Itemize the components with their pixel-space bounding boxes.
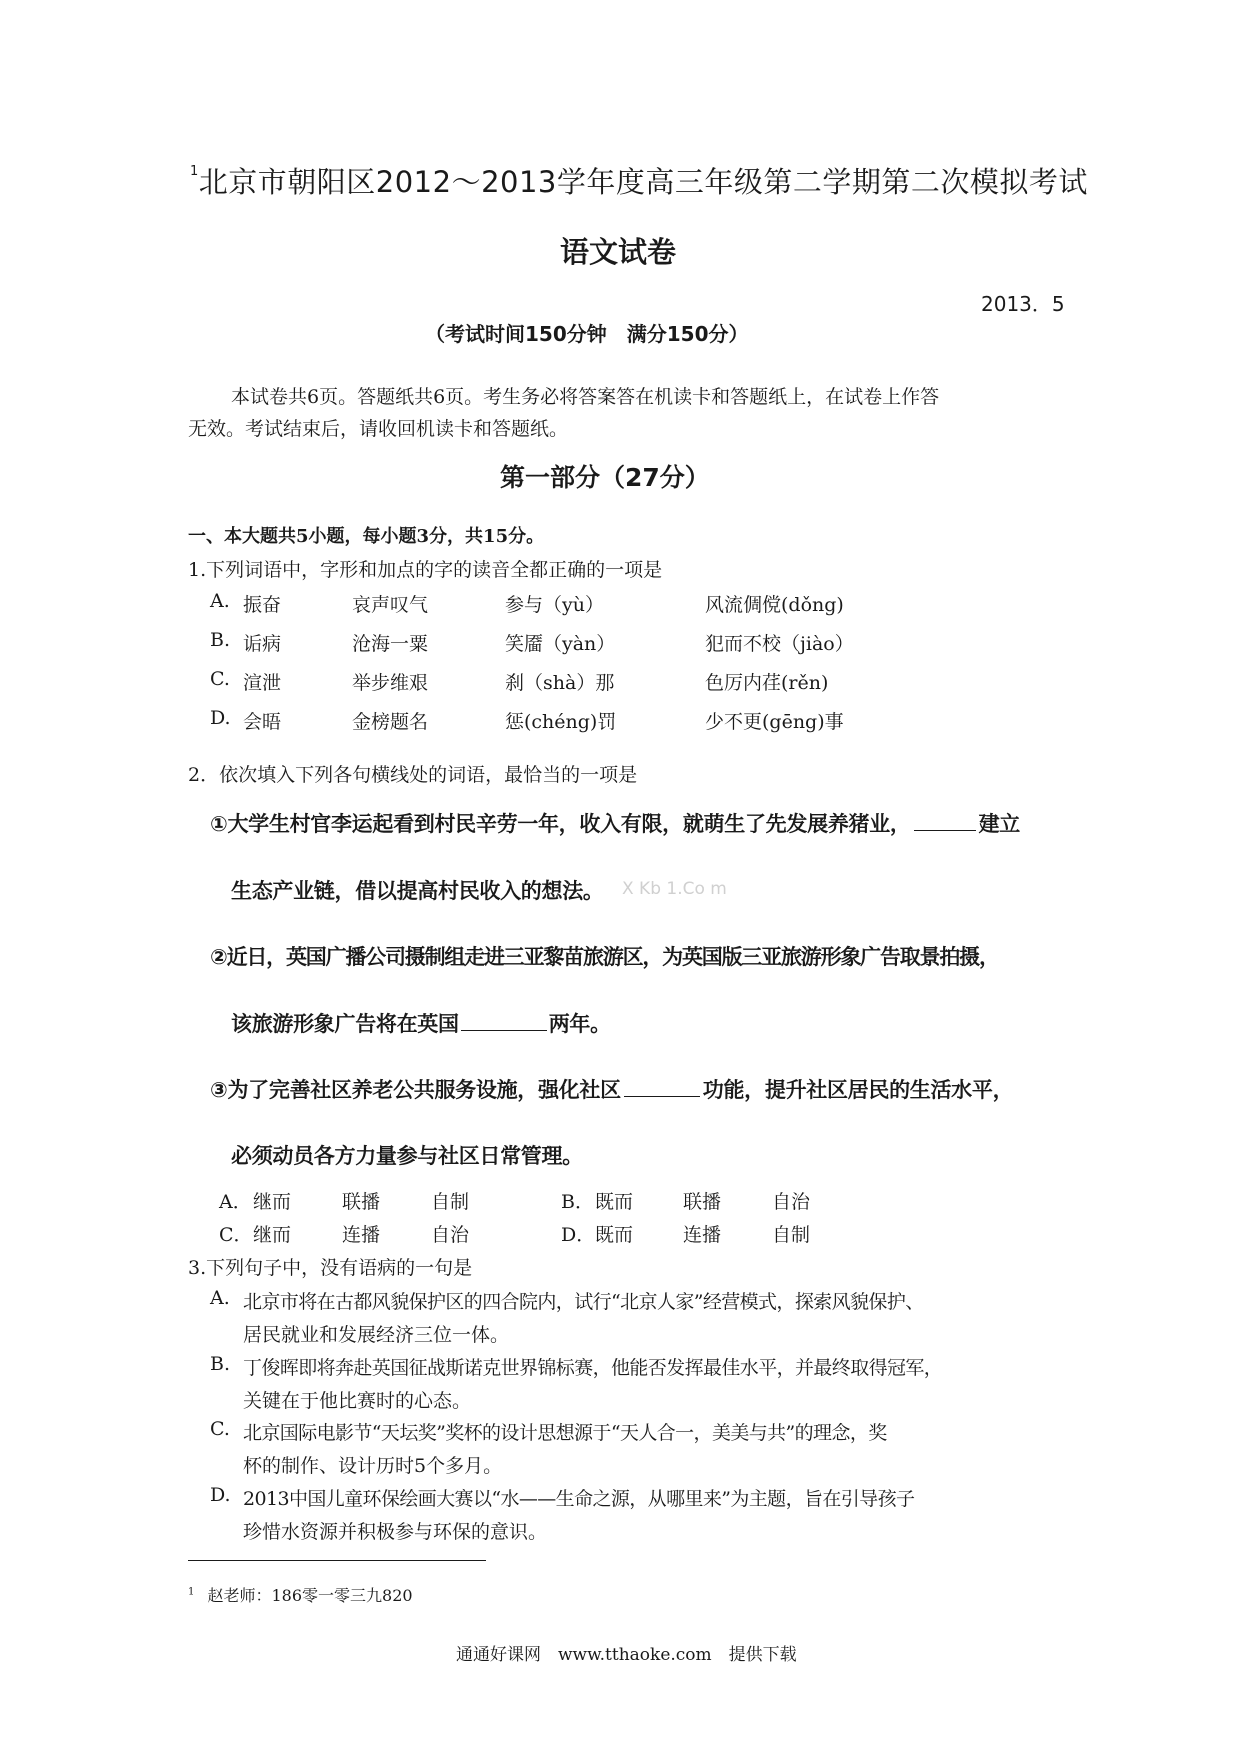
option-word-2: 联播: [342, 1191, 381, 1213]
q2-sentence-3-line-2: 必须动员各方力量参与社区日常管理。: [231, 1144, 583, 1168]
sentence-text: 功能，提升社区居民的生活水平，: [702, 1078, 1014, 1102]
document-subtitle: 语文试卷: [560, 235, 677, 269]
option-word-3: 自制: [772, 1224, 811, 1246]
option-word-4: 犯而不校（jiào）: [705, 633, 854, 655]
option-word-1: 继而: [253, 1191, 292, 1213]
q2-sentence-2-line-2: [231, 1008, 611, 1038]
option-word-4: 风流倜傥(dǒng): [705, 594, 844, 616]
option-word-1: 振奋: [243, 594, 282, 616]
instructions-line-1: 本试卷共6页。答题纸共6页。考生务必将答案答在机读卡和答题纸上，在试卷上作答: [231, 386, 940, 408]
answer-blank: [914, 812, 976, 831]
sentence-text: 两年。: [548, 1012, 611, 1036]
sentence-text: ①大学生村官李运起看到村民辛劳一年，收入有限，就萌生了先发展养猪业，: [210, 812, 911, 836]
footnote-text: 赵老师：186零一零三九820: [207, 1586, 413, 1605]
footnote-divider: [188, 1560, 486, 1561]
footnote-mark: 1: [190, 164, 199, 180]
option-letter: A.: [210, 590, 230, 612]
document-title: [190, 160, 1088, 201]
q2-stem: 2．依次填入下列各句横线处的词语，最恰当的一项是: [188, 764, 638, 786]
title-text: 北京市朝阳区2012～2013学年度高三年级第二学期第二次模拟考试: [198, 165, 1088, 199]
option-letter: D.: [210, 707, 231, 729]
q1-stem: 1.下列词语中，字形和加点的字的读音全都正确的一项是: [188, 559, 663, 581]
instructions-line-2: 无效。考试结束后，请收回机读卡和答题纸。: [188, 418, 569, 440]
option-word-4: 少不更(gēng)事: [705, 711, 844, 733]
sentence-text: 建立: [978, 812, 1020, 836]
option-letter: D．: [561, 1224, 596, 1246]
option-line-1: 丁俊晖即将奔赴英国征战斯诺克世界锦标赛，他能否发挥最佳水平，并最终取得冠军，: [243, 1357, 943, 1379]
option-letter: C.: [210, 1418, 230, 1440]
option-line-2: 居民就业和发展经济三位一体。: [243, 1324, 510, 1346]
option-letter: C.: [210, 668, 230, 690]
answer-blank: [624, 1078, 700, 1097]
q2-sentence-1-line-2: 生态产业链，借以提高村民收入的想法。: [231, 879, 604, 903]
option-word-1: 诟病: [243, 633, 282, 655]
option-word-2: 连播: [683, 1224, 722, 1246]
option-word-1: 既而: [595, 1224, 634, 1246]
option-letter: C．: [219, 1224, 253, 1246]
q2-sentence-2-line-1: ②近日，英国广播公司摄制组走进三亚黎苗旅游区，为英国版三亚旅游形象广告取景拍摄，: [210, 945, 999, 969]
section-heading: 一、本大题共5小题，每小题3分，共15分。: [188, 526, 545, 547]
option-word-2: 联播: [683, 1191, 722, 1213]
footnote: [188, 1583, 413, 1606]
option-word-1: 既而: [595, 1191, 634, 1213]
part-heading: 第一部分（27分）: [500, 463, 710, 492]
watermark-text: X Kb 1.Co m: [622, 879, 727, 899]
option-line-2: 珍惜水资源并积极参与环保的意识。: [243, 1521, 548, 1543]
option-letter: B.: [210, 1353, 231, 1375]
option-line-1: 北京国际电影节“天坛奖”奖杯的设计思想源于“天人合一，美美与共”的理念，奖: [243, 1422, 887, 1444]
option-letter: A.: [210, 1287, 230, 1309]
option-letter: B.: [210, 629, 231, 651]
option-word-3: 自治: [772, 1191, 811, 1213]
option-letter: A．: [219, 1191, 252, 1213]
exam-info: （考试时间150分钟 满分150分）: [425, 322, 749, 346]
option-letter: D.: [210, 1484, 231, 1506]
option-word-3: 自制: [431, 1191, 470, 1213]
option-letter: B．: [561, 1191, 594, 1213]
option-word-1: 会晤: [243, 711, 282, 733]
sentence-text: 该旅游形象广告将在英国: [231, 1012, 459, 1036]
exam-date: 2013．5: [981, 292, 1065, 316]
option-word-3: 参与（yù）: [505, 594, 604, 616]
sentence-text: ③为了完善社区养老公共服务设施，强化社区: [210, 1078, 621, 1102]
option-word-2: 金榜题名: [352, 711, 429, 733]
option-word-2: 连播: [342, 1224, 381, 1246]
answer-blank: [461, 1012, 547, 1031]
option-line-2: 关键在于他比赛时的心态。: [243, 1390, 472, 1412]
option-word-1: 继而: [253, 1224, 292, 1246]
q2-sentence-1-line-1: [210, 808, 1020, 838]
option-line-2: 杯的制作、设计历时5个多月。: [243, 1455, 503, 1477]
option-word-1: 渲泄: [243, 672, 282, 694]
option-word-2: 沧海一粟: [352, 633, 429, 655]
q3-stem: 3.下列句子中，没有语病的一句是: [188, 1257, 473, 1279]
q2-sentence-3-line-1: [210, 1074, 1013, 1104]
page-footer: 通通好课网 www.tthaoke.com 提供下载: [456, 1645, 797, 1665]
option-line-1: 北京市将在古都风貌保护区的四合院内，试行“北京人家”经营模式，探索风貌保护、: [243, 1291, 924, 1313]
option-line-1: 2013中国儿童环保绘画大赛以“水——生命之源，从哪里来”为主题，旨在引导孩子: [243, 1488, 915, 1510]
option-word-2: 哀声叹气: [352, 594, 429, 616]
option-word-4: 色厉内荏(rěn): [705, 672, 829, 694]
option-word-2: 举步维艰: [352, 672, 429, 694]
footnote-mark: 1: [188, 1586, 195, 1598]
option-word-3: 笑靥（yàn）: [505, 633, 616, 655]
option-word-3: 惩(chéng)罚: [505, 711, 617, 733]
option-word-3: 自治: [431, 1224, 470, 1246]
option-word-3: 刹（shà）那: [505, 672, 615, 694]
